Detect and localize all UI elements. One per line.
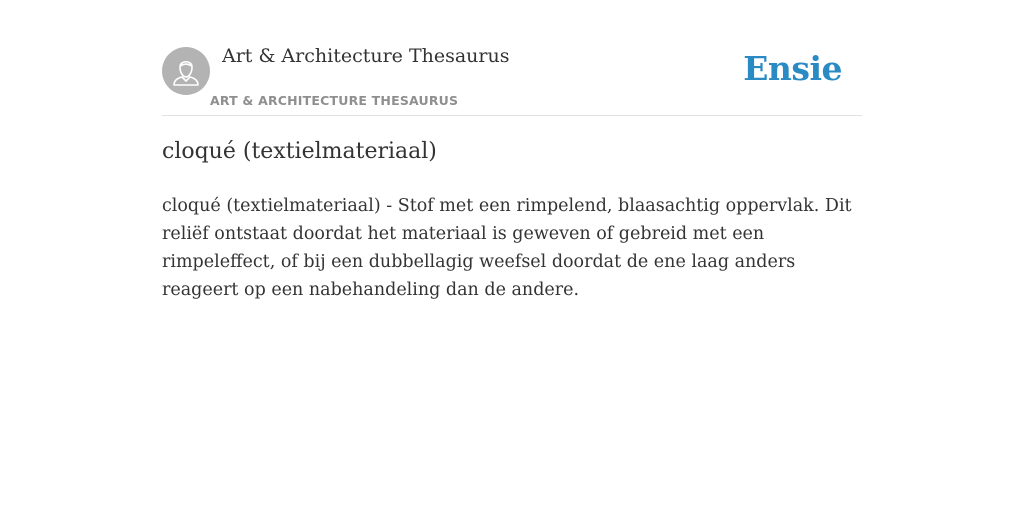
page-header [162,0,862,116]
page-title: cloqué (textielmateriaal) [162,139,437,164]
user-silhouette-icon [162,47,210,95]
page-container [162,0,862,300]
author-avatar[interactable] [162,47,210,95]
brand-logo[interactable]: Ensie [743,49,842,88]
author-subtitle[interactable]: ART & ARCHITECTURE THESAURUS [210,93,459,108]
definition-text: cloqué (textielmateriaal) - Stof met een rimpelend, blaasachtig oppervlak. Dit reliëf ontstaat doordat het materiaal is geweven of gebreid met een rimpeleffect, of bij een dubbellagig weefsel doordat de ene laag anders reageert op een nabehandeling dan de andere. [162,196,852,300]
author-name[interactable]: Art & Architecture Thesaurus [222,45,510,67]
